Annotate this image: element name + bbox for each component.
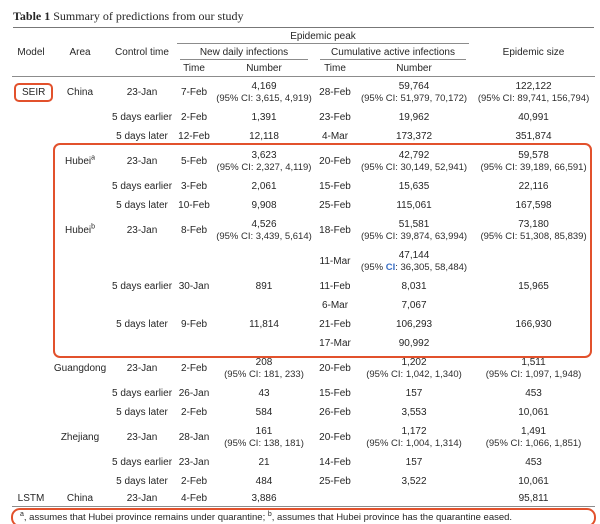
value: 22,116 bbox=[518, 180, 549, 192]
cell-cai-number bbox=[356, 177, 472, 196]
cell-area bbox=[50, 296, 110, 315]
cell-ndi-number bbox=[214, 146, 314, 177]
cell-cai-number bbox=[356, 77, 472, 109]
cell-model bbox=[12, 422, 50, 453]
cell-model bbox=[12, 246, 50, 277]
col-header-cai-time: Time bbox=[314, 60, 356, 77]
value: 157 bbox=[405, 456, 423, 468]
cell-cai-time: 23-Feb bbox=[319, 111, 351, 123]
cell-cai-number bbox=[356, 296, 472, 315]
table-row bbox=[12, 108, 595, 127]
table-row bbox=[12, 422, 595, 453]
cell-ndi-time: 4-Feb bbox=[174, 491, 214, 507]
col-header-ndi-time: Time bbox=[174, 60, 214, 77]
confidence-interval: (95% CI: 3,439, 5,614) bbox=[216, 230, 312, 242]
cell-cai-number bbox=[356, 453, 472, 472]
cell-cai-number bbox=[356, 315, 472, 334]
cell-area bbox=[50, 127, 110, 146]
cell-model bbox=[12, 491, 50, 507]
cell-cai-number bbox=[356, 127, 472, 146]
cell-epidemic-size bbox=[472, 127, 595, 146]
value: 1,511 bbox=[521, 356, 546, 368]
cell-control-time: 5 days earlier bbox=[112, 456, 173, 468]
cell-control-time: 23-Jan bbox=[126, 86, 158, 98]
area-label: China bbox=[66, 492, 94, 504]
cell-ndi-time: 23-Jan bbox=[178, 456, 210, 468]
cell-ndi-number bbox=[214, 246, 314, 277]
table-row bbox=[12, 277, 595, 296]
value: 351,874 bbox=[515, 130, 552, 142]
cell-cai-number bbox=[356, 108, 472, 127]
cell-control-time: 5 days earlier bbox=[112, 111, 173, 123]
cell-control-time: 5 days later bbox=[116, 199, 168, 211]
cell-control-time: 5 days earlier bbox=[112, 280, 173, 292]
cell-cai-number bbox=[356, 277, 472, 296]
area-superscript: b bbox=[91, 223, 96, 231]
col-header-epidemic-size: Epidemic size bbox=[472, 28, 595, 77]
cell-model bbox=[12, 77, 50, 109]
cell-cai-number bbox=[356, 491, 472, 507]
value: 47,144 bbox=[398, 249, 430, 261]
cell-area bbox=[50, 108, 110, 127]
cell-ndi-time: 2-Feb bbox=[180, 475, 208, 487]
table-row bbox=[12, 472, 595, 491]
cell-ndi-number bbox=[214, 77, 314, 109]
cell-ndi-time bbox=[174, 246, 214, 277]
col-header-cumulative-active-infections: Cumulative active infections bbox=[314, 44, 472, 60]
cell-epidemic-size bbox=[472, 277, 595, 296]
cell-cai-number bbox=[356, 246, 472, 277]
cell-model bbox=[12, 353, 50, 384]
cell-ndi-number bbox=[214, 108, 314, 127]
cell-cai-number bbox=[356, 422, 472, 453]
value: 208 bbox=[255, 356, 273, 368]
cell-ndi-number bbox=[214, 277, 314, 296]
value: 19,962 bbox=[398, 111, 430, 123]
value: 10,061 bbox=[518, 475, 549, 487]
cell-model bbox=[12, 334, 50, 353]
value: 1,172 bbox=[401, 425, 427, 437]
confidence-interval: (95% CI: 2,327, 4,119) bbox=[216, 161, 312, 173]
value: 90,992 bbox=[398, 337, 430, 349]
cell-ndi-number bbox=[214, 334, 314, 353]
value: 8,031 bbox=[401, 280, 427, 292]
value: 11,814 bbox=[249, 318, 279, 330]
value: 3,522 bbox=[401, 475, 427, 487]
confidence-interval: (95% CI: 39,874, 63,994) bbox=[360, 230, 468, 242]
cell-cai-time: 14-Feb bbox=[319, 456, 351, 468]
cell-cai-number bbox=[356, 403, 472, 422]
cell-cai-time: 25-Feb bbox=[319, 199, 351, 211]
table-row bbox=[12, 315, 595, 334]
table-row bbox=[12, 296, 595, 315]
cell-cai-number bbox=[356, 472, 472, 491]
table-row bbox=[12, 353, 595, 384]
table-row bbox=[12, 453, 595, 472]
confidence-interval: (95% CI: 51,308, 85,839) bbox=[480, 230, 587, 242]
table-row bbox=[12, 215, 595, 246]
cell-model bbox=[12, 453, 50, 472]
area-label: Hubei bbox=[64, 155, 92, 167]
cell-epidemic-size bbox=[472, 384, 595, 403]
cell-cai-number bbox=[356, 215, 472, 246]
cell-area bbox=[50, 277, 110, 296]
value: 73,180 bbox=[518, 218, 549, 230]
value: 40,991 bbox=[518, 111, 549, 123]
cell-cai-time: 17-Mar bbox=[319, 337, 351, 349]
value: 115,061 bbox=[396, 199, 432, 211]
cell-cai-time: 15-Feb bbox=[319, 180, 351, 192]
cell-cai-number bbox=[356, 384, 472, 403]
cell-cai-time: 21-Feb bbox=[319, 318, 351, 330]
cell-area bbox=[50, 491, 110, 507]
cell-control-time: 23-Jan bbox=[126, 362, 158, 374]
value: 12,118 bbox=[249, 130, 279, 142]
cell-model bbox=[12, 403, 50, 422]
cell-control-time: 5 days later bbox=[116, 130, 168, 142]
cell-epidemic-size bbox=[472, 491, 595, 507]
cell-model bbox=[12, 108, 50, 127]
footnote-box bbox=[11, 508, 596, 524]
table-title-text: Summary of predictions from our study bbox=[50, 9, 244, 23]
cell-area bbox=[50, 384, 110, 403]
value: 43 bbox=[258, 387, 270, 399]
cell-control-time: 23-Jan bbox=[126, 224, 158, 236]
value: 59,578 bbox=[518, 149, 549, 161]
value: 15,635 bbox=[398, 180, 430, 192]
cell-ndi-number bbox=[214, 196, 314, 215]
cell-model bbox=[12, 215, 50, 246]
area-superscript: a bbox=[91, 154, 96, 162]
cell-ndi-time: 9-Feb bbox=[180, 318, 208, 330]
value: 4,526 bbox=[251, 218, 277, 230]
cell-model bbox=[12, 177, 50, 196]
value: 122,122 bbox=[515, 80, 552, 92]
confidence-interval: (95% CI: 30,149, 52,941) bbox=[360, 161, 468, 173]
cell-cai-time: 11-Mar bbox=[319, 255, 351, 267]
cell-area bbox=[50, 146, 110, 177]
cell-ndi-time: 10-Feb bbox=[178, 199, 210, 211]
cell-ndi-time: 5-Feb bbox=[180, 155, 208, 167]
cell-ndi-number bbox=[214, 472, 314, 491]
cell-control-time: 5 days earlier bbox=[112, 180, 173, 192]
value: 167,598 bbox=[515, 199, 552, 211]
area-label: Zhejiang bbox=[60, 431, 100, 443]
value: 3,623 bbox=[251, 149, 277, 161]
value: 484 bbox=[255, 475, 273, 487]
area-label: Guangdong bbox=[53, 362, 107, 374]
cell-area bbox=[50, 196, 110, 215]
cell-cai-time: 11-Feb bbox=[319, 280, 351, 292]
cell-ndi-number bbox=[214, 403, 314, 422]
cell-control-time: 23-Jan bbox=[110, 491, 174, 507]
cell-model bbox=[12, 384, 50, 403]
cell-ndi-time: 7-Feb bbox=[180, 86, 208, 98]
cell-area bbox=[50, 334, 110, 353]
cell-area bbox=[50, 246, 110, 277]
cell-ndi-time bbox=[174, 296, 214, 315]
cell-model bbox=[12, 315, 50, 334]
cell-cai-time bbox=[314, 491, 356, 507]
table-row bbox=[12, 146, 595, 177]
col-header-ndi-number: Number bbox=[214, 60, 314, 77]
value: 106,293 bbox=[395, 318, 433, 330]
highlighted-ci: CI bbox=[385, 261, 396, 273]
value: 10,061 bbox=[518, 406, 549, 418]
confidence-interval: (95% CI: 3,615, 4,919) bbox=[216, 92, 312, 104]
confidence-interval: (95% CI: 39,189, 66,591) bbox=[480, 161, 587, 173]
cell-ndi-time: 12-Feb bbox=[178, 130, 210, 142]
table-title bbox=[13, 0, 594, 28]
confidence-interval: (95% CI: 1,097, 1,948) bbox=[485, 368, 582, 380]
col-header-epidemic-peak: Epidemic peak bbox=[174, 28, 472, 44]
value: 157 bbox=[405, 387, 423, 399]
cell-epidemic-size bbox=[472, 353, 595, 384]
value: 891 bbox=[255, 280, 273, 292]
cell-epidemic-size bbox=[472, 334, 595, 353]
value: 1,391 bbox=[251, 111, 277, 123]
confidence-interval: (95% CI: 138, 181) bbox=[224, 437, 304, 449]
cell-ndi-time: 3-Feb bbox=[180, 180, 208, 192]
confidence-interval: (95% CI: 1,066, 1,851) bbox=[485, 437, 582, 449]
value: 453 bbox=[525, 387, 542, 399]
confidence-interval: (95% CI: 89,741, 156,794) bbox=[477, 92, 590, 104]
cell-control-time: 5 days later bbox=[116, 475, 168, 487]
footnote-sup-a: a bbox=[20, 510, 24, 518]
col-header-area: Area bbox=[50, 28, 110, 77]
table-row bbox=[12, 491, 595, 507]
cell-control-time bbox=[110, 246, 174, 277]
table-row bbox=[12, 127, 595, 146]
cell-area bbox=[50, 353, 110, 384]
cell-control-time: 5 days later bbox=[116, 406, 168, 418]
value: 173,372 bbox=[395, 130, 433, 142]
cell-area bbox=[50, 422, 110, 453]
cell-ndi-time: 2-Feb bbox=[180, 111, 208, 123]
cell-ndi-number bbox=[214, 315, 314, 334]
cell-ndi-number bbox=[214, 422, 314, 453]
cell-ndi-number bbox=[214, 491, 314, 507]
value: 3,886 bbox=[251, 492, 277, 504]
value: 2,061 bbox=[251, 180, 277, 192]
confidence-interval: (95% CI: 1,004, 1,314) bbox=[366, 437, 462, 449]
area-label: Hubei bbox=[64, 224, 92, 236]
cell-cai-time: 4-Mar bbox=[321, 130, 349, 142]
cell-ndi-time: 26-Jan bbox=[178, 387, 210, 399]
cell-control-time: 5 days later bbox=[116, 318, 168, 330]
cell-epidemic-size bbox=[472, 146, 595, 177]
confidence-interval: (95% CI: 181, 233) bbox=[224, 368, 304, 380]
cell-model bbox=[12, 296, 50, 315]
cell-area bbox=[50, 77, 110, 109]
cell-epidemic-size bbox=[472, 315, 595, 334]
cell-epidemic-size bbox=[472, 108, 595, 127]
cell-epidemic-size bbox=[472, 77, 595, 109]
cell-model bbox=[12, 196, 50, 215]
table-title-label: Table 1 bbox=[13, 9, 51, 23]
cell-ndi-number bbox=[214, 296, 314, 315]
cell-area bbox=[50, 472, 110, 491]
model-label: LSTM bbox=[17, 492, 45, 504]
value: 3,553 bbox=[401, 406, 427, 418]
cell-model bbox=[12, 277, 50, 296]
cell-epidemic-size bbox=[472, 472, 595, 491]
predictions-table bbox=[12, 28, 595, 507]
table-row bbox=[12, 334, 595, 353]
cell-area bbox=[50, 215, 110, 246]
cell-cai-time: 20-Feb bbox=[319, 431, 351, 443]
table-row bbox=[12, 77, 595, 109]
value: 42,792 bbox=[398, 149, 430, 161]
cell-epidemic-size bbox=[472, 422, 595, 453]
value: 453 bbox=[525, 456, 542, 468]
cell-control-time: 23-Jan bbox=[126, 155, 158, 167]
cell-cai-time: 20-Feb bbox=[319, 362, 351, 374]
table-row bbox=[12, 177, 595, 196]
value: 584 bbox=[255, 406, 273, 418]
value: 95,811 bbox=[518, 492, 549, 504]
cell-cai-number bbox=[356, 196, 472, 215]
value: 15,965 bbox=[518, 280, 549, 292]
cell-cai-time: 18-Feb bbox=[319, 224, 351, 236]
cell-ndi-number bbox=[214, 353, 314, 384]
table-row bbox=[12, 196, 595, 215]
footnote-text-a: , assumes that Hubei province remains under quarantine; bbox=[23, 512, 268, 523]
value: 9,908 bbox=[251, 199, 277, 211]
cell-area bbox=[50, 453, 110, 472]
cell-ndi-number bbox=[214, 215, 314, 246]
cell-cai-number bbox=[356, 146, 472, 177]
value: 1,491 bbox=[521, 425, 547, 437]
cell-ndi-number bbox=[214, 453, 314, 472]
cell-cai-number bbox=[356, 353, 472, 384]
cell-ndi-time: 2-Feb bbox=[180, 406, 208, 418]
cell-epidemic-size bbox=[472, 215, 595, 246]
cell-ndi-number bbox=[214, 384, 314, 403]
annotation-box-seir: SEIR bbox=[14, 83, 53, 102]
area-label: China bbox=[66, 86, 94, 98]
footnote-sup-b: b bbox=[267, 510, 272, 518]
cell-control-time: 23-Jan bbox=[126, 431, 158, 443]
cell-epidemic-size bbox=[472, 246, 595, 277]
cell-cai-time: 20-Feb bbox=[319, 155, 351, 167]
value: 166,930 bbox=[515, 318, 552, 330]
col-header-model: Model bbox=[12, 28, 50, 77]
cell-ndi-number bbox=[214, 127, 314, 146]
col-header-control-time: Control time bbox=[110, 28, 174, 77]
cell-epidemic-size bbox=[472, 196, 595, 215]
cell-epidemic-size bbox=[472, 177, 595, 196]
cell-control-time bbox=[110, 296, 174, 315]
cell-model bbox=[12, 127, 50, 146]
cell-ndi-time: 28-Jan bbox=[178, 431, 210, 443]
cell-model bbox=[12, 472, 50, 491]
value: 7,067 bbox=[401, 299, 427, 311]
cell-ndi-time: 2-Feb bbox=[180, 362, 208, 374]
confidence-interval: (95% CI: 51,979, 70,172) bbox=[360, 92, 468, 104]
value: 59,764 bbox=[398, 80, 430, 92]
cell-cai-time: 25-Feb bbox=[319, 475, 351, 487]
cell-cai-number bbox=[356, 334, 472, 353]
cell-epidemic-size bbox=[472, 296, 595, 315]
cell-area bbox=[50, 315, 110, 334]
table-row bbox=[12, 384, 595, 403]
value: 51,581 bbox=[398, 218, 430, 230]
value: 4,169 bbox=[251, 80, 277, 92]
value: 21 bbox=[258, 456, 270, 468]
cell-model bbox=[12, 146, 50, 177]
cell-epidemic-size bbox=[472, 403, 595, 422]
footnote-text-b: , assumes that Hubei province has the quarantine eased. bbox=[271, 512, 513, 523]
cell-cai-time: 26-Feb bbox=[319, 406, 351, 418]
cell-epidemic-size bbox=[472, 453, 595, 472]
table-row bbox=[12, 246, 595, 277]
cell-cai-time: 28-Feb bbox=[319, 86, 351, 98]
cell-ndi-time: 8-Feb bbox=[180, 224, 208, 236]
cell-area bbox=[50, 177, 110, 196]
cell-ndi-time bbox=[174, 334, 214, 353]
cell-control-time bbox=[110, 334, 174, 353]
cell-cai-time: 15-Feb bbox=[319, 387, 351, 399]
table-row bbox=[12, 403, 595, 422]
confidence-interval: (95% CI: 1,042, 1,340) bbox=[366, 368, 462, 380]
value: 1,202 bbox=[401, 356, 427, 368]
cell-cai-time: 6-Mar bbox=[321, 299, 349, 311]
cell-control-time: 5 days earlier bbox=[112, 387, 173, 399]
cell-area bbox=[50, 403, 110, 422]
col-header-new-daily-infections: New daily infections bbox=[174, 44, 314, 60]
cell-ndi-time: 30-Jan bbox=[178, 280, 210, 292]
value: 161 bbox=[255, 425, 273, 437]
col-header-cai-number: Number bbox=[356, 60, 472, 77]
cell-ndi-number bbox=[214, 177, 314, 196]
confidence-interval: (95% CI: 36,305, 58,484) bbox=[360, 261, 468, 273]
